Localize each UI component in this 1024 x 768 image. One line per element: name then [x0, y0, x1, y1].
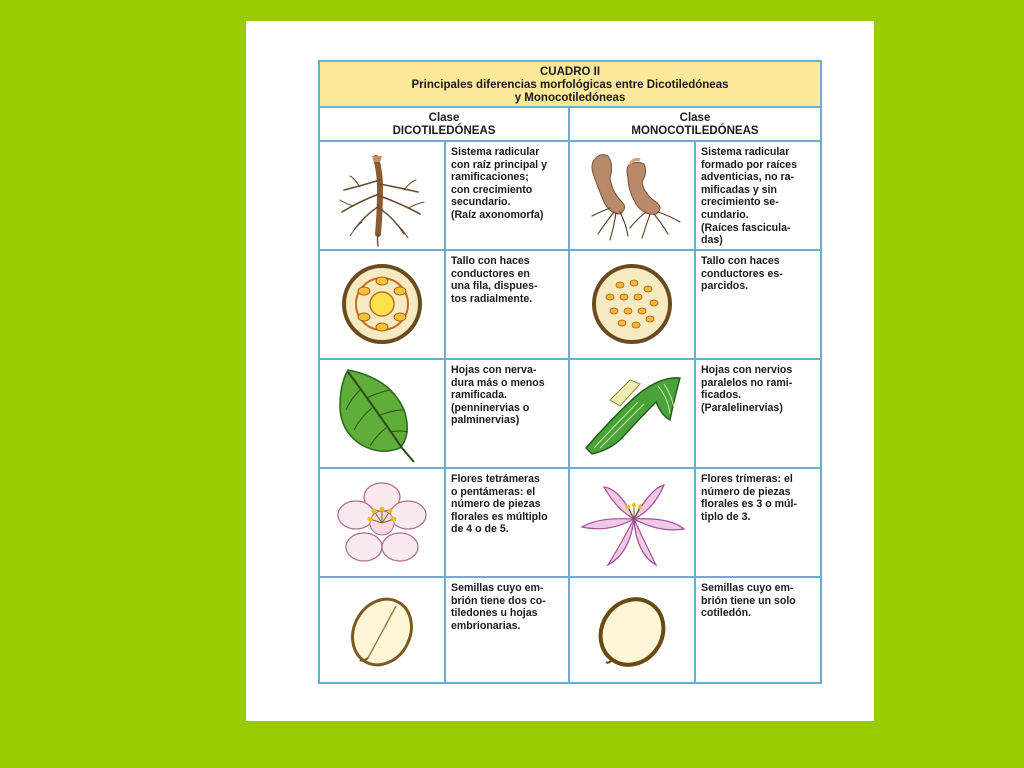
mono-stem-description: Tallo con haces conductores es- parcidos. [701, 255, 783, 293]
mono-flower-illustration [570, 469, 696, 576]
comparison-table [318, 60, 822, 684]
table-title-band [320, 62, 820, 108]
fibrous-roots-illustration [570, 142, 696, 249]
table-row-leaves [320, 360, 820, 469]
column-header-dicot [320, 108, 570, 142]
table-title: CUADRO II [539, 66, 601, 78]
mono-leaf-illustration [570, 360, 696, 467]
mono-seed-illustration [570, 578, 696, 684]
dicot-roots-description: Sistema radicular con raíz principal y ramificaciones; con crecimiento secundario. (Raíz axonomorfa) [446, 142, 570, 249]
table-row-seeds [320, 578, 820, 684]
column-header-dicot-name: DICOTILEDÓNEAS [392, 125, 496, 137]
mono-seeds-description: Semillas cuyo em- brión tiene un solo cotiledón. [701, 582, 796, 620]
dicot-seed-illustration [320, 578, 446, 684]
column-header-mono-name: MONOCOTILEDÓNEAS [631, 125, 759, 137]
table-row-stem [320, 251, 820, 360]
dicot-leaves-description: Hojas con nerva- dura más o menos ramificada. (penninervias o palminervias) [446, 360, 570, 467]
column-header-mono [570, 108, 820, 142]
mono-flowers-description: Flores trímeras: el número de piezas florales es 3 o múl- tiplo de 3. [701, 473, 797, 523]
mono-leaves-description: Hojas con nervios paralelos no rami- ficados. (Paralelinervias) [701, 364, 793, 414]
dicot-stem-section-illustration [320, 251, 446, 358]
table-row-flowers [320, 469, 820, 578]
dicot-flowers-description: Flores tetrámeras o pentámeras: el número de piezas florales es múltiplo de 4 o de 5. [446, 469, 570, 576]
mono-roots-description: Sistema radicular formado por raíces adventicias, no ra- mificadas y sin crecimiento se- cundario. (Raíces fascicula- das) [701, 146, 797, 247]
table-row-roots [320, 142, 820, 251]
table-subtitle-line1: Principales diferencias morfológicas entre Dicotiledóneas [411, 79, 729, 91]
column-header-dicot-label: Clase [428, 112, 460, 124]
dicot-seeds-description: Semillas cuyo em- brión tiene dos co- tiledones u hojas embrionarias. [446, 578, 570, 684]
dicot-flower-illustration [320, 469, 446, 576]
dicot-leaf-illustration [320, 360, 446, 467]
dicot-stem-description: Tallo con haces conductores en una fila, dispues- tos radialmente. [446, 251, 570, 358]
taproot-illustration [320, 142, 446, 249]
mono-stem-section-illustration [570, 251, 696, 358]
table-subtitle-line2: y Monocotiledóneas [514, 92, 626, 104]
column-header-mono-label: Clase [679, 112, 711, 124]
